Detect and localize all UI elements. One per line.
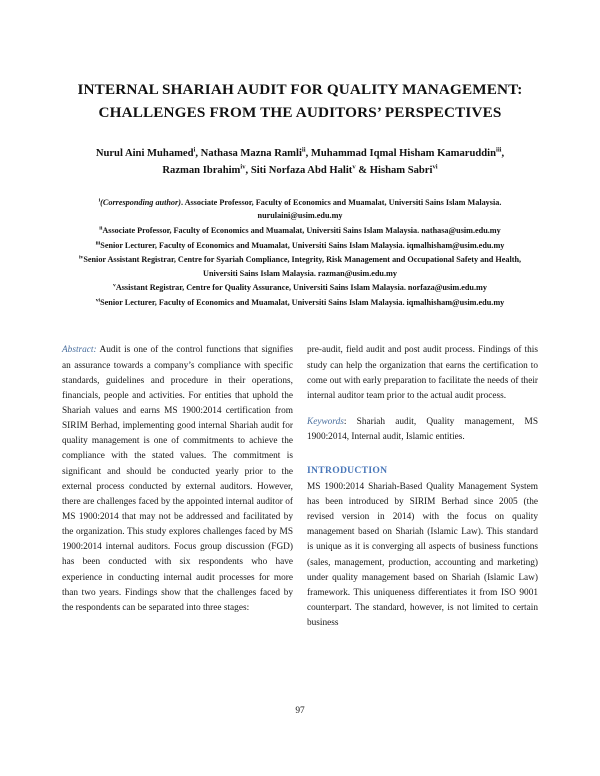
abstract-continuation: pre-audit, field audit and post audit process. Findings of this study can help the organization that earns the certification to come out with early preparation to facilitate the needs of their internal auditor team prior to the actual audit process. [307, 345, 538, 401]
affiliation-4 [64, 253, 536, 280]
author-name-5: , Siti Norfaza Abd Halit [245, 164, 353, 176]
affiliation-text: . Associate Professor, Faculty of Economics and Muamalat, Universiti Sains Islam Malaysia. nurulaini@usim.edu.my [180, 197, 502, 220]
corresponding-author-note: (Corresponding author) [100, 197, 181, 207]
affiliation-text: Assistant Registrar, Centre for Quality Assurance, Universiti Sains Islam Malaysia. norfaza@usim.edu.my [115, 283, 487, 293]
section-heading-introduction: INTRODUCTION [307, 465, 388, 477]
affiliation-2 [64, 224, 536, 237]
keywords-paragraph [307, 415, 538, 445]
affiliation-text: Associate Professor, Faculty of Economics and Muamalat, Universiti Sains Islam Malaysia. nathasa@usim.edu.my [102, 225, 501, 235]
body-columns [62, 343, 538, 631]
affiliation-5 [64, 281, 536, 294]
author-marker-2: ii [301, 146, 306, 154]
affiliation-marker: vi [95, 297, 101, 304]
introduction-paragraph: MS 1900:2014 Shariah-Based Quality Management System has been introduced by SIRIM Berhad since 2005 (the revised version in 2014) with the focus on quality management based on Shariah (Islamic Law). This standard is unique as it is converging all aspects of business functions (sales, management, production, accounting and marketing) under quality management based on Shariah (Islamic Law) framework. This uniqueness differentiates it from ISO 9001 counterpart. The standard, however, is not limited to certain business [307, 481, 538, 629]
author-marker-4: iv [240, 163, 246, 171]
author-separator: , [501, 148, 505, 160]
affiliation-text: Senior Lecturer, Faculty of Economics and Muamalat, Universiti Sains Islam Malaysia. iqmalhisham@usim.edu.my [100, 298, 505, 308]
keywords-text: : Shariah audit, Quality management, MS 1900:2014, Internal audit, Islamic entities. [307, 416, 538, 443]
author-marker-6: vi [432, 163, 438, 171]
affiliation-text: Senior Lecturer, Faculty of Economics and Muamalat, Universiti Sains Islam Malaysia. iqmalhisham@usim.edu.my [100, 240, 505, 250]
author-name-3: , Muhammad Iqmal Hisham Kamaruddin [305, 148, 497, 160]
column-left [62, 343, 293, 631]
abstract-text-left: Audit is one of the control functions that signifies an assurance towards a company’s compliance with specific standards, guidelines and procedure in their operations, financials, people and activities. For entities that uphold the Shariah values and earns MS 1900:2014 certification from SIRIM Berhad, implementing good internal Shariah audit for quality management is one of commitments to achieve the compliance with the stated values. The commitment is significant and should be conducted yearly prior to the external process conducted by external auditors. However, there are challenges faced by the appointed internal auditor of MS 1900:2014 that may not be addressed and facilitated by the organization. This study explores challenges faced by MS 1900:2014 internal auditors. Focus group discussion (FGD) has been conducted with six respondents who have experience in conducting internal audit processes for more than two years. Findings show that the challenges faced by the respondents can be separated into three stages: [62, 345, 293, 613]
affiliation-1 [64, 196, 536, 223]
author-name-4: Razman Ibrahim [162, 164, 241, 176]
author-marker-1: i [193, 146, 196, 154]
author-name-1: Nurul Aini Muhamed [95, 148, 194, 160]
affiliation-marker: ii [99, 224, 103, 231]
column-right [307, 343, 538, 631]
author-name-2: , Nathasa Mazna Ramli [195, 148, 302, 160]
author-name-6: & Hisham Sabri [355, 164, 433, 176]
affiliation-marker: iv [78, 254, 84, 261]
affiliation-marker: v [113, 282, 116, 289]
affiliation-3 [64, 239, 536, 252]
author-marker-5: v [352, 163, 356, 171]
page-title: INTERNAL SHARIAH AUDIT FOR QUALITY MANAGEMENT: CHALLENGES FROM THE AUDITORS’ PERSPECTIVES [77, 81, 523, 122]
keywords-label: Keywords [307, 416, 344, 427]
affiliation-marker: i [98, 196, 101, 203]
author-marker-3: iii [496, 146, 502, 154]
affiliation-text: Senior Assistant Registrar, Centre for Syariah Compliance, Integrity, Risk Management and Occupational Safety and Health, Universiti Sains Islam Malaysia. razman@usim.edu.my [83, 255, 522, 278]
abstract-label: Abstract: [62, 345, 97, 356]
affiliation-list [64, 196, 536, 310]
affiliation-marker: iii [95, 239, 101, 246]
abstract-paragraph [62, 343, 293, 616]
author-list [66, 146, 534, 179]
page-number: 97 [295, 706, 305, 716]
affiliation-6 [64, 296, 536, 309]
